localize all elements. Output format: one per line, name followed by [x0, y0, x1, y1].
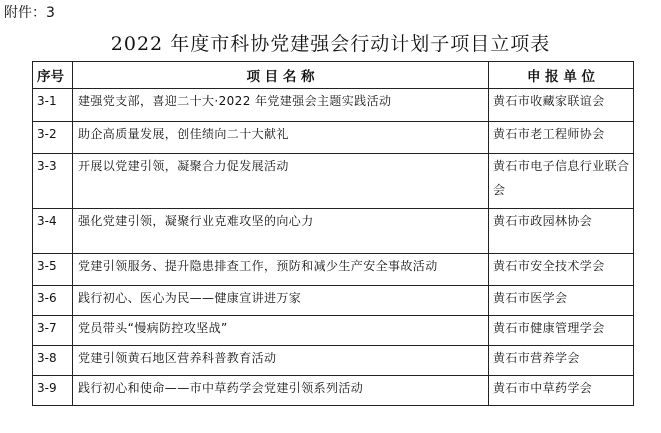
row-serial: 3-5	[33, 254, 73, 286]
row-serial: 3-7	[33, 316, 73, 346]
table-header-row	[33, 62, 634, 89]
row-applicant: 黄石市医学会	[489, 286, 634, 316]
table-row	[33, 376, 634, 406]
row-serial: 3-6	[33, 286, 73, 316]
attachment-label: 附件：3	[4, 5, 55, 21]
row-project-name: 践行初心和使命——市中草药学会党建引领系列活动	[73, 376, 489, 406]
row-project-name: 建强党支部，喜迎二十大·2022 年党建强会主题实践活动	[73, 89, 489, 122]
row-project-name: 党员带头“慢病防控攻坚战”	[73, 316, 489, 346]
row-project-name: 党建引领服务、提升隐患排查工作，预防和减少生产安全事故活动	[73, 254, 489, 286]
header-serial: 序号	[33, 62, 73, 89]
header-applicant: 申 报 单 位	[489, 62, 634, 89]
row-serial: 3-8	[33, 346, 73, 376]
row-serial: 3-1	[33, 89, 73, 122]
table-row	[33, 89, 634, 122]
row-serial: 3-2	[33, 122, 73, 154]
row-applicant: 黄石市中草药学会	[489, 376, 634, 406]
row-serial: 3-4	[33, 209, 73, 254]
table-row	[33, 316, 634, 346]
row-applicant: 黄石市收藏家联谊会	[489, 89, 634, 122]
table-row	[33, 346, 634, 376]
header-project-name: 项 目 名 称	[73, 62, 489, 89]
row-serial: 3-9	[33, 376, 73, 406]
row-applicant: 黄石市安全技术学会	[489, 254, 634, 286]
row-project-name: 助企高质量发展，创佳绩向二十大献礼	[73, 122, 489, 154]
row-applicant: 黄石市政园林协会	[489, 209, 634, 254]
row-applicant: 黄石市健康管理学会	[489, 316, 634, 346]
row-applicant: 黄石市老工程师协会	[489, 122, 634, 154]
row-applicant: 黄石市营养学会	[489, 346, 634, 376]
project-table	[32, 61, 634, 406]
row-project-name: 开展以党建引领，凝聚合力促发展活动	[73, 154, 489, 209]
table-row	[33, 209, 634, 254]
table-row	[33, 122, 634, 154]
row-applicant: 黄石市电子信息行业联合会	[489, 154, 634, 209]
document-title: 2022 年度市科协党建强会行动计划子项目立项表	[110, 33, 551, 55]
table-row	[33, 286, 634, 316]
table-row	[33, 154, 634, 209]
table-row	[33, 254, 634, 286]
row-serial: 3-3	[33, 154, 73, 209]
row-project-name: 党建引领黄石地区营养科普教育活动	[73, 346, 489, 376]
row-project-name: 践行初心、医心为民——健康宣讲进万家	[73, 286, 489, 316]
row-project-name: 强化党建引领，凝聚行业克难攻坚的向心力	[73, 209, 489, 254]
